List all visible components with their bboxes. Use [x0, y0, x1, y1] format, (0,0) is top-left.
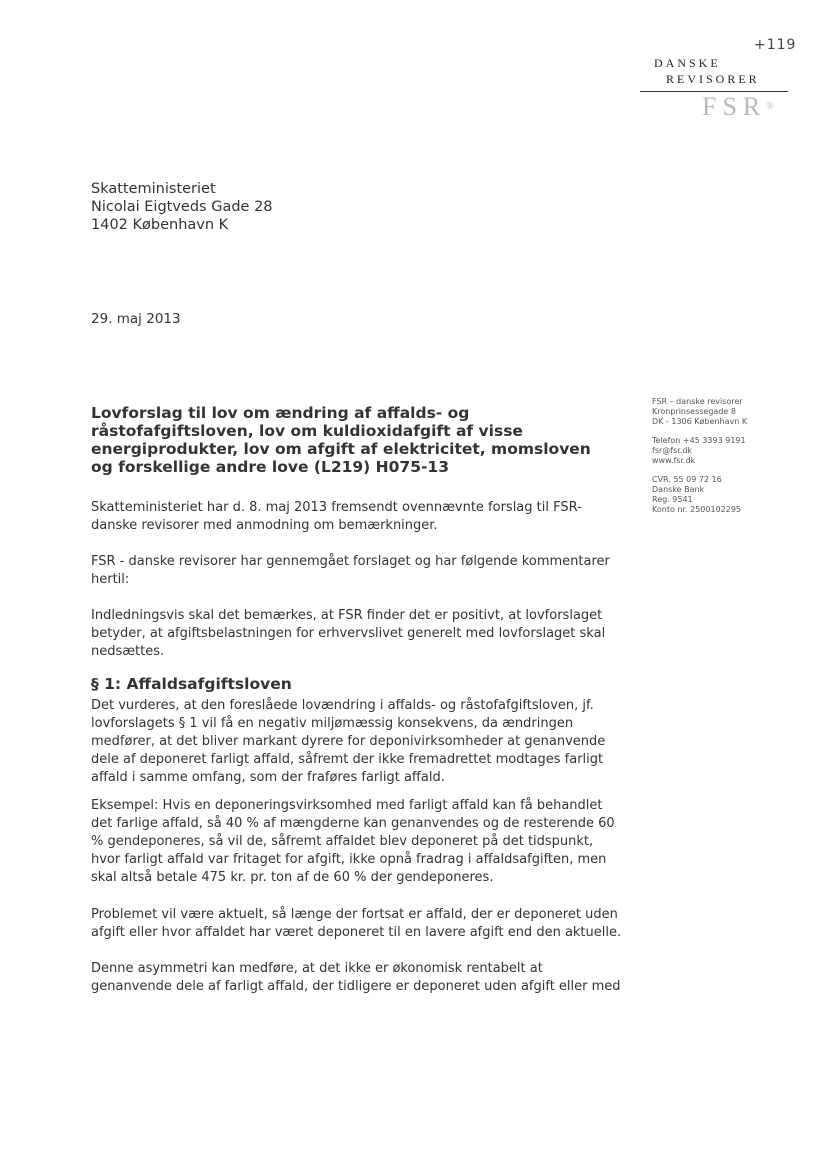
title-line: Lovforslag til lov om ændring af affalds- og [91, 404, 470, 422]
sender-org: FSR – danske revisorer [652, 397, 743, 406]
text-line: lovforslagets § 1 vil få en negativ miljømæssig konsekvens, da ændringen [91, 716, 574, 731]
title-line: energiprodukter, lov om afgift af elektricitet, momsloven [91, 440, 591, 458]
text-line: det farlige affald, så 40 % af mængderne kan genanvendes og de resterende 60 [91, 816, 615, 831]
recipient-name: Skatteministeriet [91, 181, 216, 197]
sender-cvr: CVR. 55 09 72 16 [652, 475, 722, 484]
text-line: medfører, at det bliver markant dyrere for deponivirksomheder at genanvende [91, 734, 606, 749]
paragraph-assessment [91, 697, 636, 787]
paragraph-problem [91, 906, 636, 942]
sender-email: fsr@fsr.dk [652, 446, 693, 455]
logo-mark-fsr: FSR® [702, 92, 774, 121]
text-line: Det vurderes, at den foreslåede lovændring i affalds- og råstofafgiftsloven, jf. [91, 698, 594, 713]
sender-web: www.fsr.dk [652, 456, 696, 465]
text-line: nedsættes. [91, 644, 165, 659]
text-line: hertil: [91, 572, 130, 587]
section-heading: § 1: Affaldsafgiftsloven [91, 675, 292, 693]
handwritten-page-number: +119 [754, 37, 797, 53]
recipient-address [91, 180, 273, 234]
letter-title [91, 404, 636, 476]
text-line: % gendeponeres, så vil de, såfremt affaldet blev deponeret på det tidspunkt, [91, 834, 594, 849]
text-line: FSR - danske revisorer har gennemgået forslaget og har følgende kommentarer [91, 554, 610, 569]
text-line: dele af deponeret farligt affald, såfremt der ikke fremadrettet modtages farligt [91, 752, 604, 767]
text-line: Eksempel: Hvis en deponeringsvirksomhed med farligt affald kan få behandlet [91, 798, 603, 813]
sender-info [652, 397, 812, 515]
text-line: Problemet vil være aktuelt, så længe der fortsat er affald, der er deponeret uden [91, 907, 618, 922]
text-line: skal altså betale 475 kr. pr. ton af de 60 % der gendeponeres. [91, 870, 494, 885]
paragraph-intro [91, 499, 636, 535]
title-line: og forskellige andre love (L219) H075-13 [91, 458, 449, 476]
sender-street: Kronprinsessegade 8 [652, 407, 736, 416]
sender-account: Konto nr. 2500102295 [652, 505, 741, 514]
text-line: Denne asymmetri kan medføre, at det ikke er økonomisk rentabelt at [91, 961, 543, 976]
sender-phone: Telefon +45 3393 9191 [652, 436, 746, 445]
logo-line-revisorer: REVISORER [666, 72, 760, 86]
text-line: danske revisorer med anmodning om bemærkninger. [91, 518, 438, 533]
text-line: Skatteministeriet har d. 8. maj 2013 fremsendt ovennævnte forslag til FSR- [91, 500, 582, 515]
text-line: hvor farligt affald var fritaget for afgift, ikke opnå fradrag i affaldsafgiften, men [91, 852, 607, 867]
text-line: betyder, at afgiftsbelastningen for erhvervslivet generelt med lovforslaget skal [91, 626, 606, 641]
fsr-logo [640, 56, 790, 120]
text-line: afgift eller hvor affaldet har været deponeret til en lavere afgift end den aktuelle. [91, 925, 622, 940]
paragraph-review [91, 553, 636, 589]
logo-line-danske: DANSKE [654, 56, 721, 70]
text-line: Indledningsvis skal det bemærkes, at FSR finder det er positivt, at lovforslaget [91, 608, 603, 623]
sender-bank: Danske Bank [652, 485, 705, 494]
recipient-street: Nicolai Eigtveds Gade 28 [91, 199, 273, 215]
paragraph-opening [91, 607, 636, 661]
text-line: genanvende dele af farligt affald, der tidligere er deponeret uden afgift eller med [91, 979, 621, 994]
paragraph-example [91, 797, 636, 887]
sender-reg: Reg. 9541 [652, 495, 693, 504]
title-line: råstofafgiftsloven, lov om kuldioxidafgift af visse [91, 422, 523, 440]
text-line: affald i samme omfang, som der fraføres farligt affald. [91, 770, 445, 785]
recipient-city: 1402 København K [91, 217, 229, 233]
sender-city: DK - 1306 København K [652, 417, 748, 426]
paragraph-asymmetry [91, 960, 636, 996]
letter-date: 29. maj 2013 [91, 311, 181, 327]
